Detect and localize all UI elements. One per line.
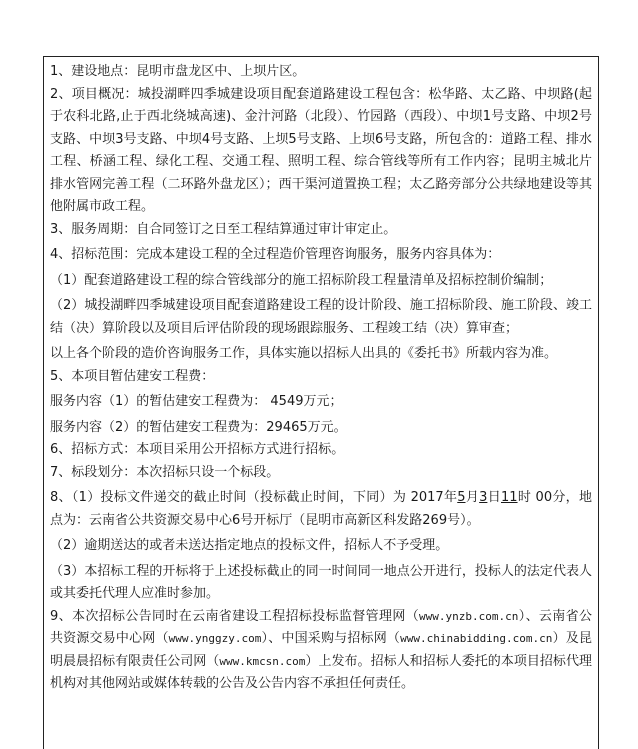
item-8-late-bids: （2）逾期送达的或者未送达指定地点的投标文件，招标人不予受理。	[50, 538, 449, 553]
item-2-overview: 2、项目概况：城投湖畔四季城建设项目配套道路建设工程包含：松华路、太乙路、中坝路(起于农科北路,止于西北绕城高速)、金汁河路（北段）、竹园路（西段）、中坝1号支路、中坝2号支路、中坝3号支路、中坝4号支路、上坝5号支路、上坝6号支路，所包含的：道路工程、排水工程、桥涵工程、绿化工程、交通工程、照明工程、综合管线等所有工作内容；昆明主城北片排水管网完善工程（二环路外盘龙区）；西干渠河道置换工程；太乙路旁部分公共绿地建设等其他附属市政工程。	[50, 86, 592, 214]
item-4-scope: 4、招标范围：完成本建设工程的全过程造价管理咨询服务，服务内容具体为：	[50, 247, 501, 262]
item-3-service-period: 3、服务周期：自合同签订之日至工程结算通过审计审定止。	[50, 221, 397, 237]
item-5-cost-2: 服务内容（2）的暂估建安工程费为：29465万元。	[50, 419, 347, 435]
publication-text-1: 9、本次招标公告同时在云南省建设工程招标投标监督管理网（	[50, 608, 420, 624]
item-7-lots: 7、标段划分：本次招标只设一个标段。	[50, 464, 280, 480]
deadline-hour: 11	[501, 490, 518, 505]
deadline-month: 5	[457, 490, 466, 505]
item-1-location: 1、建设地点：昆明市盘龙区中、上坝片区。	[50, 64, 306, 79]
item-5-cost-heading: 5、本项目暂估建安工程费：	[50, 368, 215, 384]
deadline-day-unit: 日	[487, 490, 501, 505]
publication-text-3: ）、中国采购与招标网（	[261, 631, 401, 646]
deadline-location: 分，地点为：云南省公共资源交易中心6号开标厅（昆明市高新区科发路269号）。	[50, 490, 592, 528]
item-4-note: 以上各个阶段的造价咨询服务工作，具体实施以招标人出具的《委托书》所载内容为准。	[50, 346, 558, 361]
item-8-opening: （3）本招标工程的开标将于上述投标截止的同一时间同一地点公开进行，投标人的法定代表人或其委托代理人应准时参加。	[50, 563, 592, 601]
publication-text-4: ）及昆明晨晨招标有限责任公司网（	[50, 631, 592, 669]
item-4-sub-2: （2）城投湖畔四季城建设项目配套道路建设工程的设计阶段、施工招标阶段、施工阶段、竣工结（决）算阶段以及项目后评估阶段的现场跟踪服务、工程竣工结（决）算审查；	[50, 298, 592, 336]
link-ynggzy[interactable]: www.ynggzy.com	[168, 632, 262, 645]
item-4-sub-1: （1）配套道路建设工程的综合管线部分的施工招标阶段工程量清单及招标控制价编制；	[50, 272, 553, 288]
item-5-cost-1: 服务内容（1）的暂估建安工程费为： 4549万元；	[50, 394, 343, 409]
deadline-day: 3	[479, 490, 488, 505]
link-ynzb[interactable]: www.ynzb.com.cn	[419, 609, 519, 623]
link-kmcsn[interactable]: www.kmcsn.com	[219, 654, 306, 668]
item-9-publication	[50, 606, 592, 696]
announcement-table	[43, 56, 599, 749]
deadline-month-unit: 月	[465, 490, 480, 505]
publication-text-2: ）、云南省公共资源交易中心网（	[50, 608, 592, 646]
deadline-text: 8、（1）投标文件递交的截止时间（投标截止时间，下同）为 2017年	[50, 490, 458, 505]
item-8-deadline	[50, 487, 592, 532]
deadline-hour-unit: 时 00	[517, 490, 553, 505]
announcement-body	[50, 61, 592, 696]
link-chinabidding[interactable]: www.chinabidding.com.cn	[400, 632, 553, 645]
publication-text-5: ）上发布。招标人和招标人委托的本项目招标代理机构对其他网站或媒体转载的公告及公告内容不承担任何责任。	[50, 653, 592, 691]
item-6-method: 6、招标方式：本项目采用公开招标方式进行招标。	[50, 442, 345, 457]
